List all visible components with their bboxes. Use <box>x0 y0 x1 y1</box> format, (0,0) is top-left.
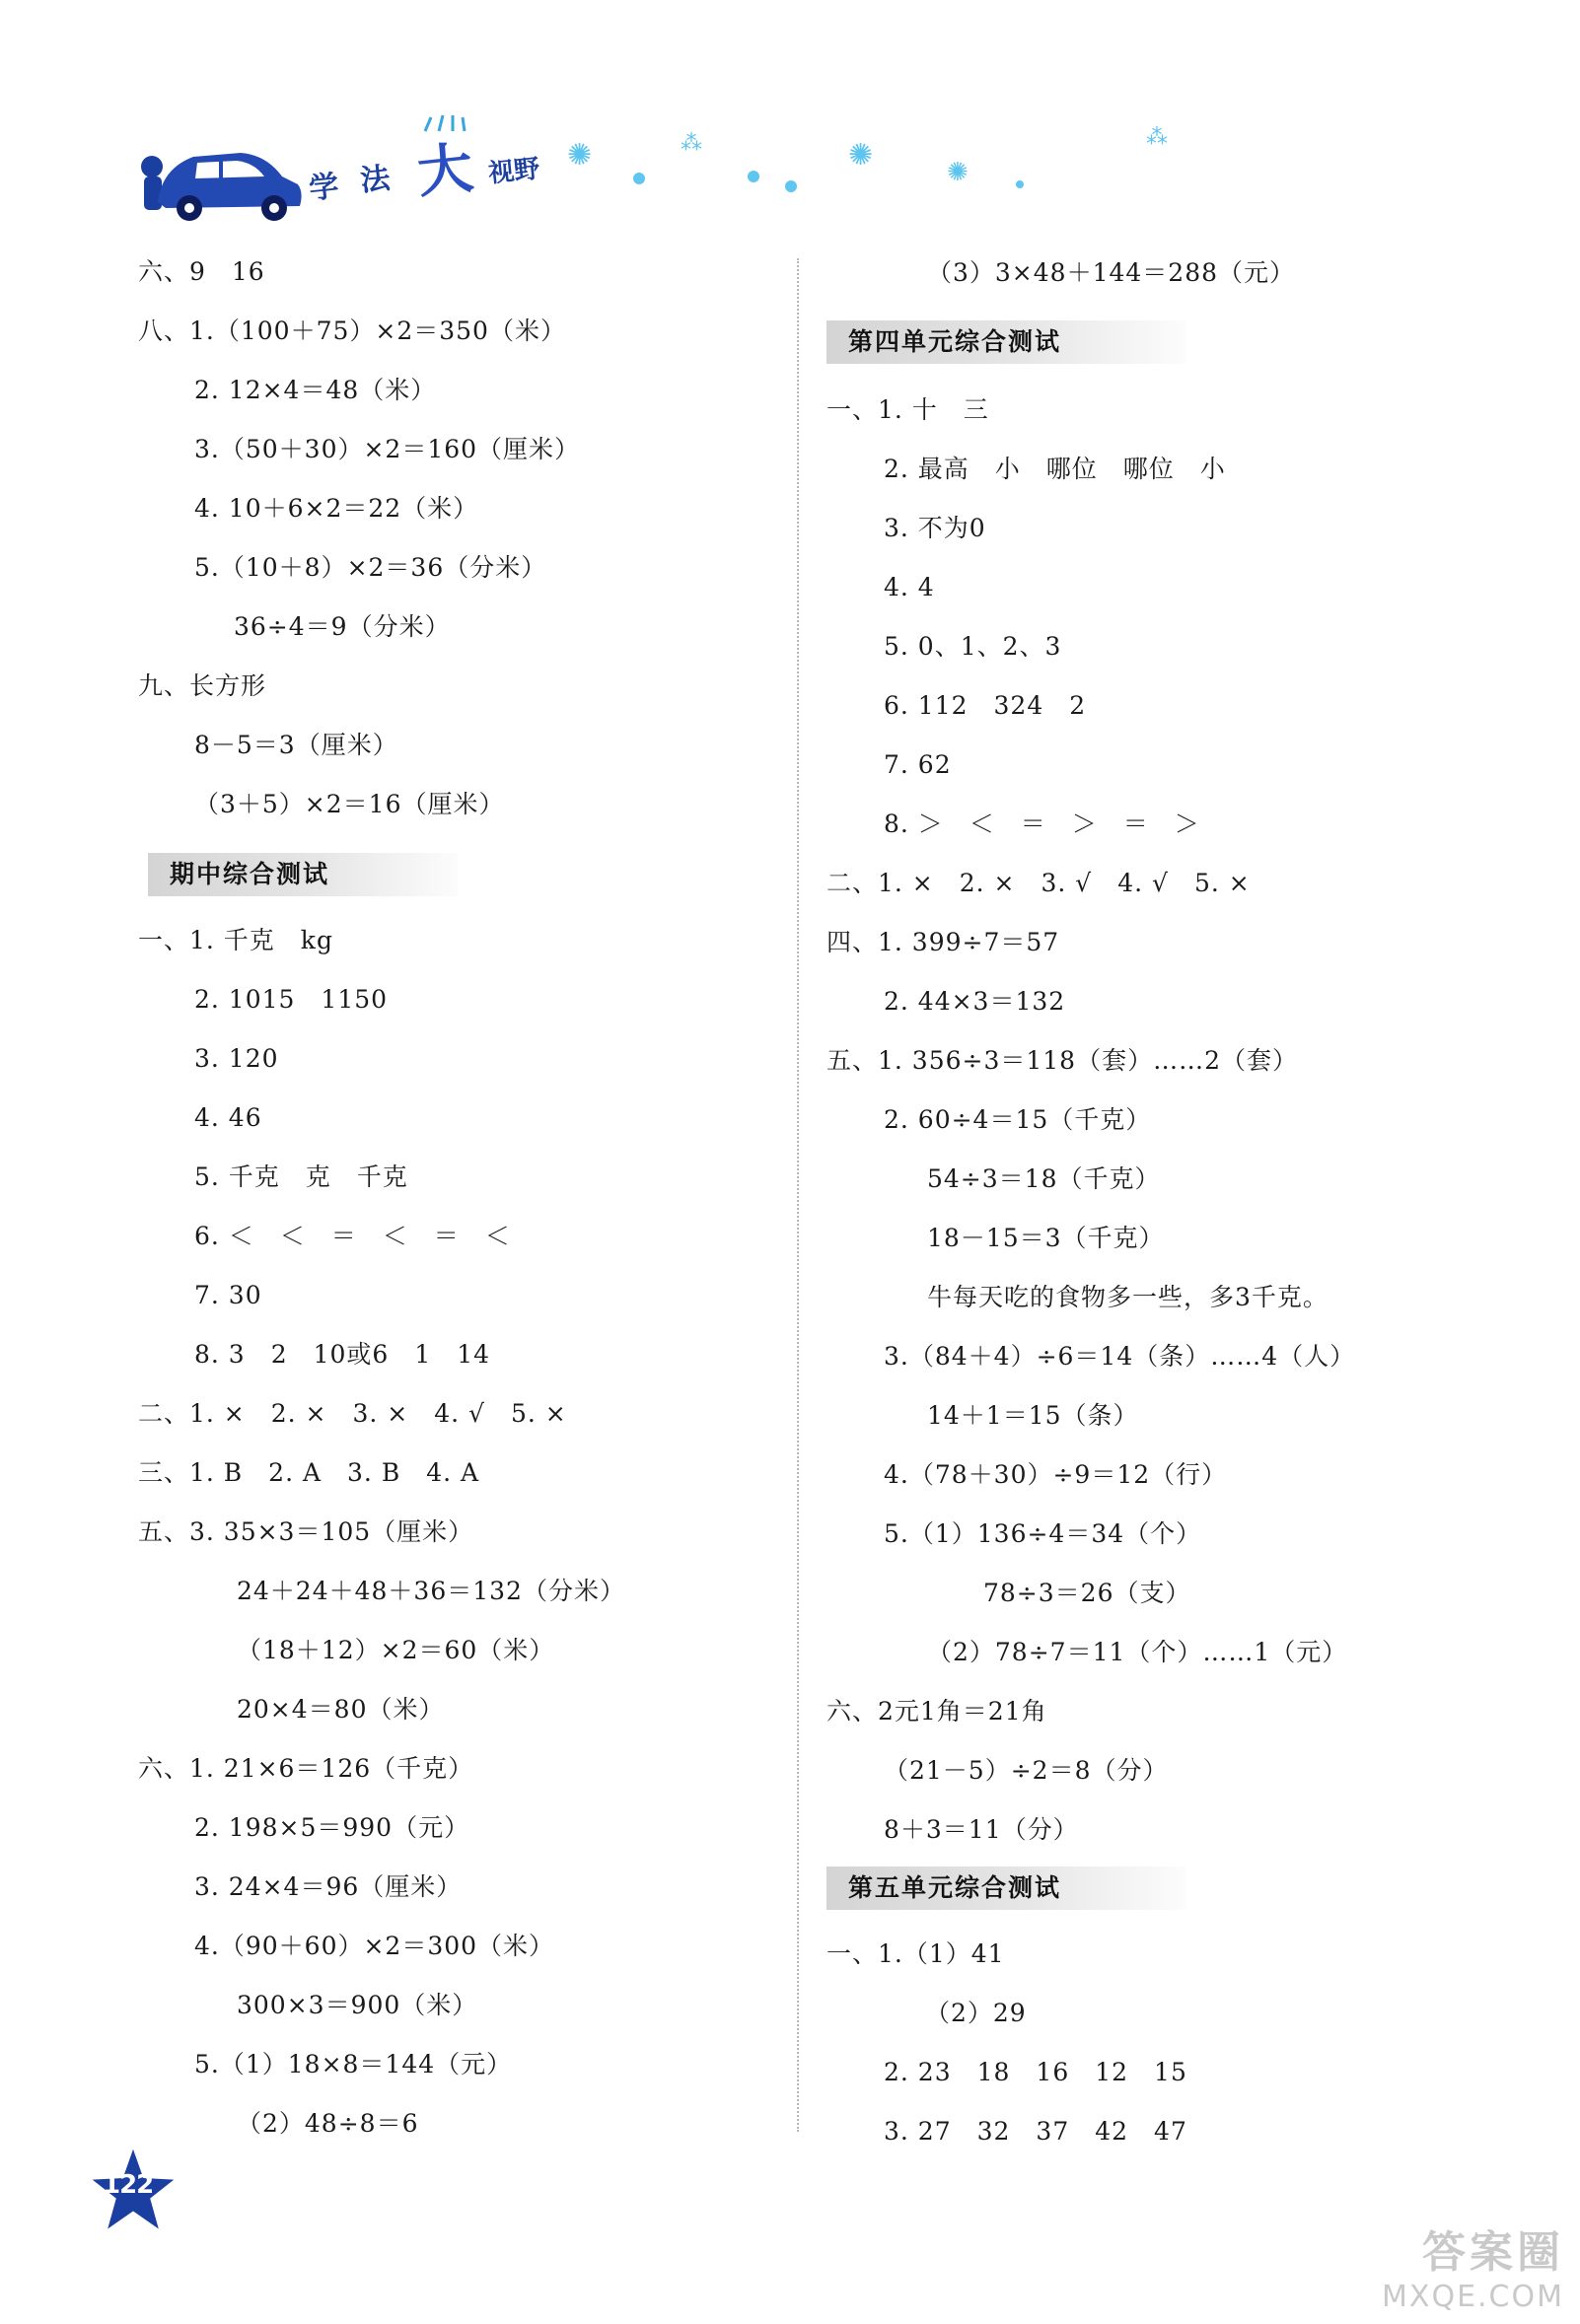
brand-char-3: 大 <box>414 136 476 206</box>
answer-line: 三、1. B 2. A 3. B 4. A <box>138 1458 480 1487</box>
answer-line: 4.（78＋30）÷9＝12（行） <box>884 1460 1228 1489</box>
answer-line: 五、3. 35×3＝105（厘米） <box>138 1517 474 1546</box>
answer-line: 7. 30 <box>194 1281 262 1309</box>
brand-char-4: 视野 <box>486 154 541 189</box>
brand-logo <box>301 123 646 207</box>
sun-ray-icon <box>417 113 476 133</box>
sparkle-icon: ⁂ <box>681 131 702 156</box>
answer-line: 2. 23 18 16 12 15 <box>884 2058 1187 2086</box>
answer-line: 2. 60÷4＝15（千克） <box>884 1105 1152 1134</box>
dot-icon <box>1016 180 1024 188</box>
answer-line: 5.（10＋8）×2＝36（分米） <box>194 553 547 582</box>
answer-line: 8－5＝3（厘米） <box>194 731 398 759</box>
answer-line: （3）3×48＋144＝288（元） <box>927 258 1296 287</box>
column-divider <box>797 258 799 2132</box>
answer-line: 五、1. 356÷3＝118（套）……2（套） <box>826 1046 1298 1075</box>
dot-icon <box>633 173 645 184</box>
answer-line: 一、1. 千克 kg <box>138 926 333 954</box>
answer-line: 3.（84＋4）÷6＝14（条）……4（人） <box>884 1342 1356 1371</box>
answer-line: 二、1. × 2. × 3. √ 4. √ 5. × <box>826 869 1251 897</box>
answer-line: （18＋12）×2＝60（米） <box>237 1636 555 1664</box>
answer-line: 36÷4＝9（分米） <box>234 612 451 641</box>
answer-line: （2）78÷7＝11（个）……1（元） <box>927 1638 1348 1666</box>
answer-line: 2. 12×4＝48（米） <box>194 376 437 404</box>
answer-line: 5. 0、1、2、3 <box>884 632 1062 661</box>
page-number: 122 <box>103 2170 154 2200</box>
car-icon <box>138 133 306 222</box>
answer-line: 8. 3 2 10或6 1 14 <box>194 1340 491 1369</box>
watermark-url: MXQE.COM <box>1382 2280 1564 2314</box>
answer-line: 九、长方形 <box>138 671 267 700</box>
section-title: 期中综合测试 <box>148 853 458 896</box>
answer-line: 一、1. 十 三 <box>826 395 989 424</box>
sparkle-icon: ✺ <box>947 158 969 187</box>
brand-char-1: 学 <box>307 169 341 207</box>
answer-line: 20×4＝80（米） <box>237 1695 445 1724</box>
answer-line: （2）48÷8＝6 <box>237 2109 419 2138</box>
answer-line: （2）29 <box>925 1999 1027 2027</box>
answer-line: 5.（1）136÷4＝34（个） <box>884 1519 1202 1548</box>
answer-line: （21－5）÷2＝8（分） <box>884 1756 1169 1785</box>
answer-line: 六、9 16 <box>138 257 265 286</box>
answer-line: 3. 不为0 <box>884 514 986 542</box>
answer-line: 4. 10＋6×2＝22（米） <box>194 494 479 523</box>
answer-line: 300×3＝900（米） <box>237 1991 478 2019</box>
dot-icon <box>748 171 759 182</box>
answer-line: 八、1.（100＋75）×2＝350（米） <box>138 317 566 345</box>
answer-line: 14＋1＝15（条） <box>927 1401 1139 1430</box>
answer-line: 7. 62 <box>884 750 952 779</box>
answer-line: 4. 46 <box>194 1103 262 1132</box>
answer-line: 6. 112 324 2 <box>884 691 1087 720</box>
answer-line: 2. 198×5＝990（元） <box>194 1813 470 1842</box>
brand-char-2: 法 <box>358 161 393 199</box>
answer-line: 18－15＝3（千克） <box>927 1224 1165 1252</box>
dot-icon <box>785 180 797 192</box>
watermark-title: 答案圈 <box>1422 2227 1564 2278</box>
answer-line: 牛每天吃的食物多一些，多3千克。 <box>927 1283 1329 1311</box>
answer-line: 一、1.（1）41 <box>826 1939 1005 1968</box>
answer-line: 3. 27 32 37 42 47 <box>884 2117 1187 2146</box>
answer-line: 六、1. 21×6＝126（千克） <box>138 1754 474 1783</box>
answer-line: 78÷3＝26（支） <box>983 1579 1191 1607</box>
answer-line: 四、1. 399÷7＝57 <box>826 928 1060 956</box>
answer-line: 54÷3＝18（千克） <box>927 1164 1161 1193</box>
section-title: 第五单元综合测试 <box>826 1866 1185 1910</box>
answer-line: 六、2元1角＝21角 <box>826 1697 1047 1725</box>
answer-line: 二、1. × 2. × 3. × 4. √ 5. × <box>138 1399 567 1428</box>
answer-line: 2. 最高 小 哪位 哪位 小 <box>884 455 1226 483</box>
sparkle-icon: ⁂ <box>1146 125 1168 150</box>
answer-line: 8. ＞ ＜ ＝ ＞ ＝ ＞ <box>884 810 1200 838</box>
answer-line: 3. 24×4＝96（厘米） <box>194 1872 463 1901</box>
watermark <box>1382 2217 1564 2314</box>
answer-line: 5. 千克 克 千克 <box>194 1162 408 1191</box>
answer-line: 8＋3＝11（分） <box>884 1815 1079 1844</box>
sun-icon: ✺ <box>848 138 874 173</box>
page-header <box>128 94 1233 232</box>
answer-line: 2. 44×3＝132 <box>884 987 1066 1016</box>
answer-line: 24＋24＋48＋36＝132（分米） <box>237 1577 625 1605</box>
answer-line: 4.（90＋60）×2＝300（米） <box>194 1932 555 1960</box>
section-title: 第四单元综合测试 <box>826 320 1185 364</box>
answer-line: 5.（1）18×8＝144（元） <box>194 2050 513 2078</box>
sun-icon: ✺ <box>567 138 593 173</box>
answer-line: （3＋5）×2＝16（厘米） <box>194 790 505 818</box>
answer-line: 3.（50＋30）×2＝160（厘米） <box>194 435 581 463</box>
answer-line: 4. 4 <box>884 573 935 601</box>
answer-line: 6. ＜ ＜ ＝ ＜ ＝ ＜ <box>194 1222 511 1250</box>
answer-line: 2. 1015 1150 <box>194 985 389 1014</box>
answer-line: 3. 120 <box>194 1044 279 1073</box>
